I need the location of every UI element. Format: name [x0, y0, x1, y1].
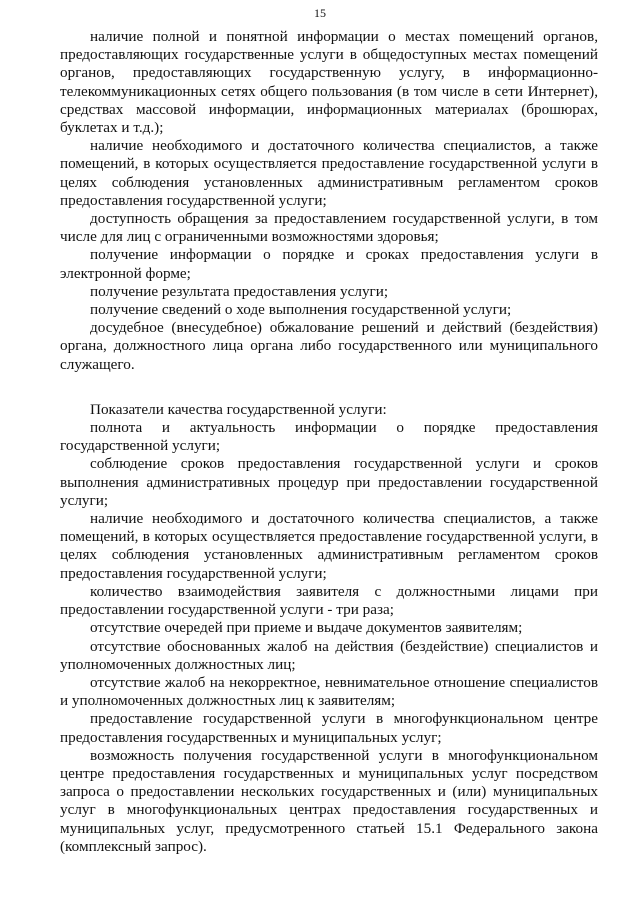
paragraph: возможность получения государственной услуги в многофункциональном центре предоставления государственных и муниципальных услуг посредством запроса о предоставлении нескольких государственных и (или) муниципальных услуг в многофункциональных центрах предоставления государственных и муниципальных услуг, предусмотренного статьей 15.1 Федерального закона (комплексный запрос).: [60, 746, 598, 855]
paragraph: полнота и актуальность информации о порядке предоставления государственной услуги;: [60, 419, 598, 455]
paragraph: отсутствие очередей при приеме и выдаче документов заявителям;: [90, 619, 523, 637]
paragraph: досудебное (внесудебное) обжалование решений и действий (бездействия) органа, должностного лица органа либо государственного или муниципального служащего.: [60, 319, 598, 373]
paragraph: доступность обращения за предоставлением государственной услуги, в том числе для лиц с ограниченными возможностями здоровья;: [60, 210, 598, 246]
paragraph: отсутствие жалоб на некорректное, невнимательное отношение специалистов и уполномоченных должностных лиц к заявителям;: [60, 673, 598, 710]
page-number: 15: [314, 6, 326, 20]
paragraph: отсутствие обоснованных жалоб на действия (бездействие) специалистов и уполномоченных должностных лиц;: [60, 637, 598, 673]
paragraph: соблюдение сроков предоставления государственной услуги и сроков выполнения административных процедур при предоставлении государственной услуги;: [60, 455, 598, 509]
paragraph: получение сведений о ходе выполнения государственной услуги;: [90, 301, 512, 319]
paragraph: количество взаимодействия заявителя с должностными лицами при предоставлении государственной услуги - три раза;: [60, 582, 598, 619]
paragraph: получение информации о порядке и сроках предоставления услуги в электронной форме;: [60, 246, 598, 282]
section-spacer: [60, 374, 598, 401]
paragraph: наличие необходимого и достаточного количества специалистов, а также помещений, в которых осуществляется предоставление государственной услуги в целях соблюдения установленных административным регламентом сроков предоставления государственной услуги;: [60, 137, 598, 209]
document-body: [60, 28, 598, 856]
accessibility-indicators-section: [60, 28, 598, 374]
paragraph: предоставление государственной услуги в многофункциональном центре предоставления государственных и муниципальных услуг;: [60, 710, 598, 746]
paragraph: наличие полной и понятной информации о местах помещений органов, предоставляющих государственные услуги в общедоступных местах помещений органов, предоставляющих государственную услугу, в информационно-телекоммуникационных сетях общего пользования (в том числе в сети Интернет), средствах массовой информации, информационных материалах (брошюрах, буклетах и т.д.);: [60, 28, 598, 137]
paragraph: получение результата предоставления услуги;: [90, 282, 389, 300]
paragraph: наличие необходимого и достаточного количества специалистов, а также помещений, в которых осуществляется предоставление государственной услуги, в целях соблюдения установленных административным регламентом сроков предоставления государственной услуги;: [60, 510, 598, 582]
quality-indicators-section: [60, 401, 598, 856]
section-heading: Показатели качества государственной услуги:: [90, 400, 387, 418]
